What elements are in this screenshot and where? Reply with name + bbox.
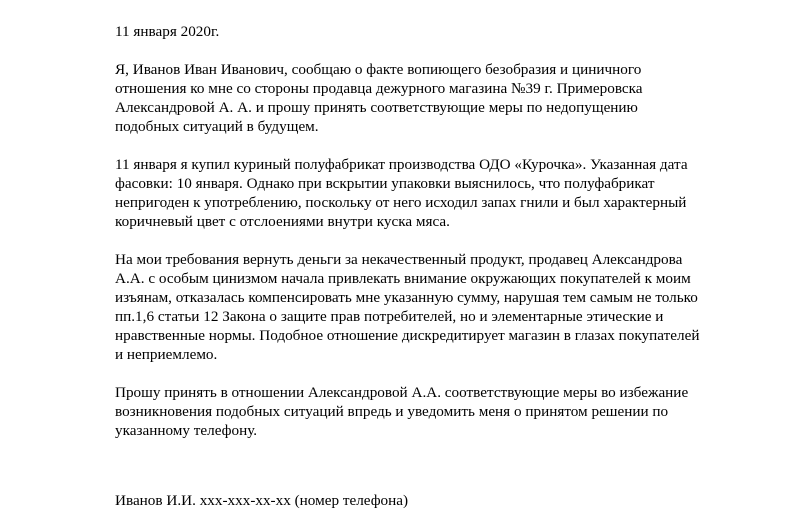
paragraph-line: нравственные нормы. Подобное отношение дискредитирует магазин в глазах покупателей — [115, 327, 700, 344]
paragraph-line: 11 января я купил куриный полуфабрикат производства ОДО «Курочка». Указанная дата — [115, 156, 688, 173]
paragraph-request — [115, 383, 795, 440]
spacer — [115, 231, 795, 250]
paragraph-line: коричневый цвет с отслоениями внутри куска мяса. — [115, 213, 450, 230]
paragraph-line: отношения ко мне со стороны продавца дежурного магазина №39 г. Примеровска — [115, 80, 643, 97]
paragraph-complaint-intro — [115, 60, 795, 136]
paragraph-line: непригоден к употреблению, поскольку от него исходил запах гнили и был характерный — [115, 194, 687, 211]
document-body — [115, 22, 795, 440]
spacer — [115, 41, 795, 60]
spacer — [115, 136, 795, 155]
paragraph-line: указанному телефону. — [115, 422, 258, 439]
paragraph-purchase-details — [115, 155, 795, 231]
spacer — [115, 364, 795, 383]
signature-line: Иванов И.И. ххх-ххх-хх-хх (номер телефона) — [115, 492, 409, 509]
paragraph-line: подобных ситуаций в будущем. — [115, 118, 319, 135]
paragraph-line: А.А. с особым цинизмом начала привлекать внимание окружающих покупателей к моим — [115, 270, 691, 287]
paragraph-seller-behavior — [115, 250, 795, 364]
document-date: 11 января 2020г. — [115, 23, 220, 40]
paragraph-line: пп.1,6 статьи 12 Закона о защите прав потребителей, но и элементарные этические и — [115, 308, 664, 325]
paragraph-line: Прошу принять в отношении Александровой А.А. соответствующие меры во избежание — [115, 384, 689, 401]
paragraph-line: фасовки: 10 января. Однако при вскрытии упаковки выяснилось, что полуфабрикат — [115, 175, 655, 192]
paragraph-line: Александровой А. А. и прошу принять соответствующие меры по недопущению — [115, 99, 638, 116]
paragraph-line: Я, Иванов Иван Иванович, сообщаю о факте вопиющего безобразия и циничного — [115, 61, 642, 78]
paragraph-line: возникновения подобных ситуаций впредь и уведомить меня о принятом решении по — [115, 403, 669, 420]
paragraph-line: и неприемлемо. — [115, 346, 218, 363]
paragraph-line: изъянам, отказалась компенсировать мне указанную сумму, нарушая тем самым не только — [115, 289, 698, 306]
paragraph-line: На мои требования вернуть деньги за некачественный продукт, продавец Александрова — [115, 251, 683, 268]
